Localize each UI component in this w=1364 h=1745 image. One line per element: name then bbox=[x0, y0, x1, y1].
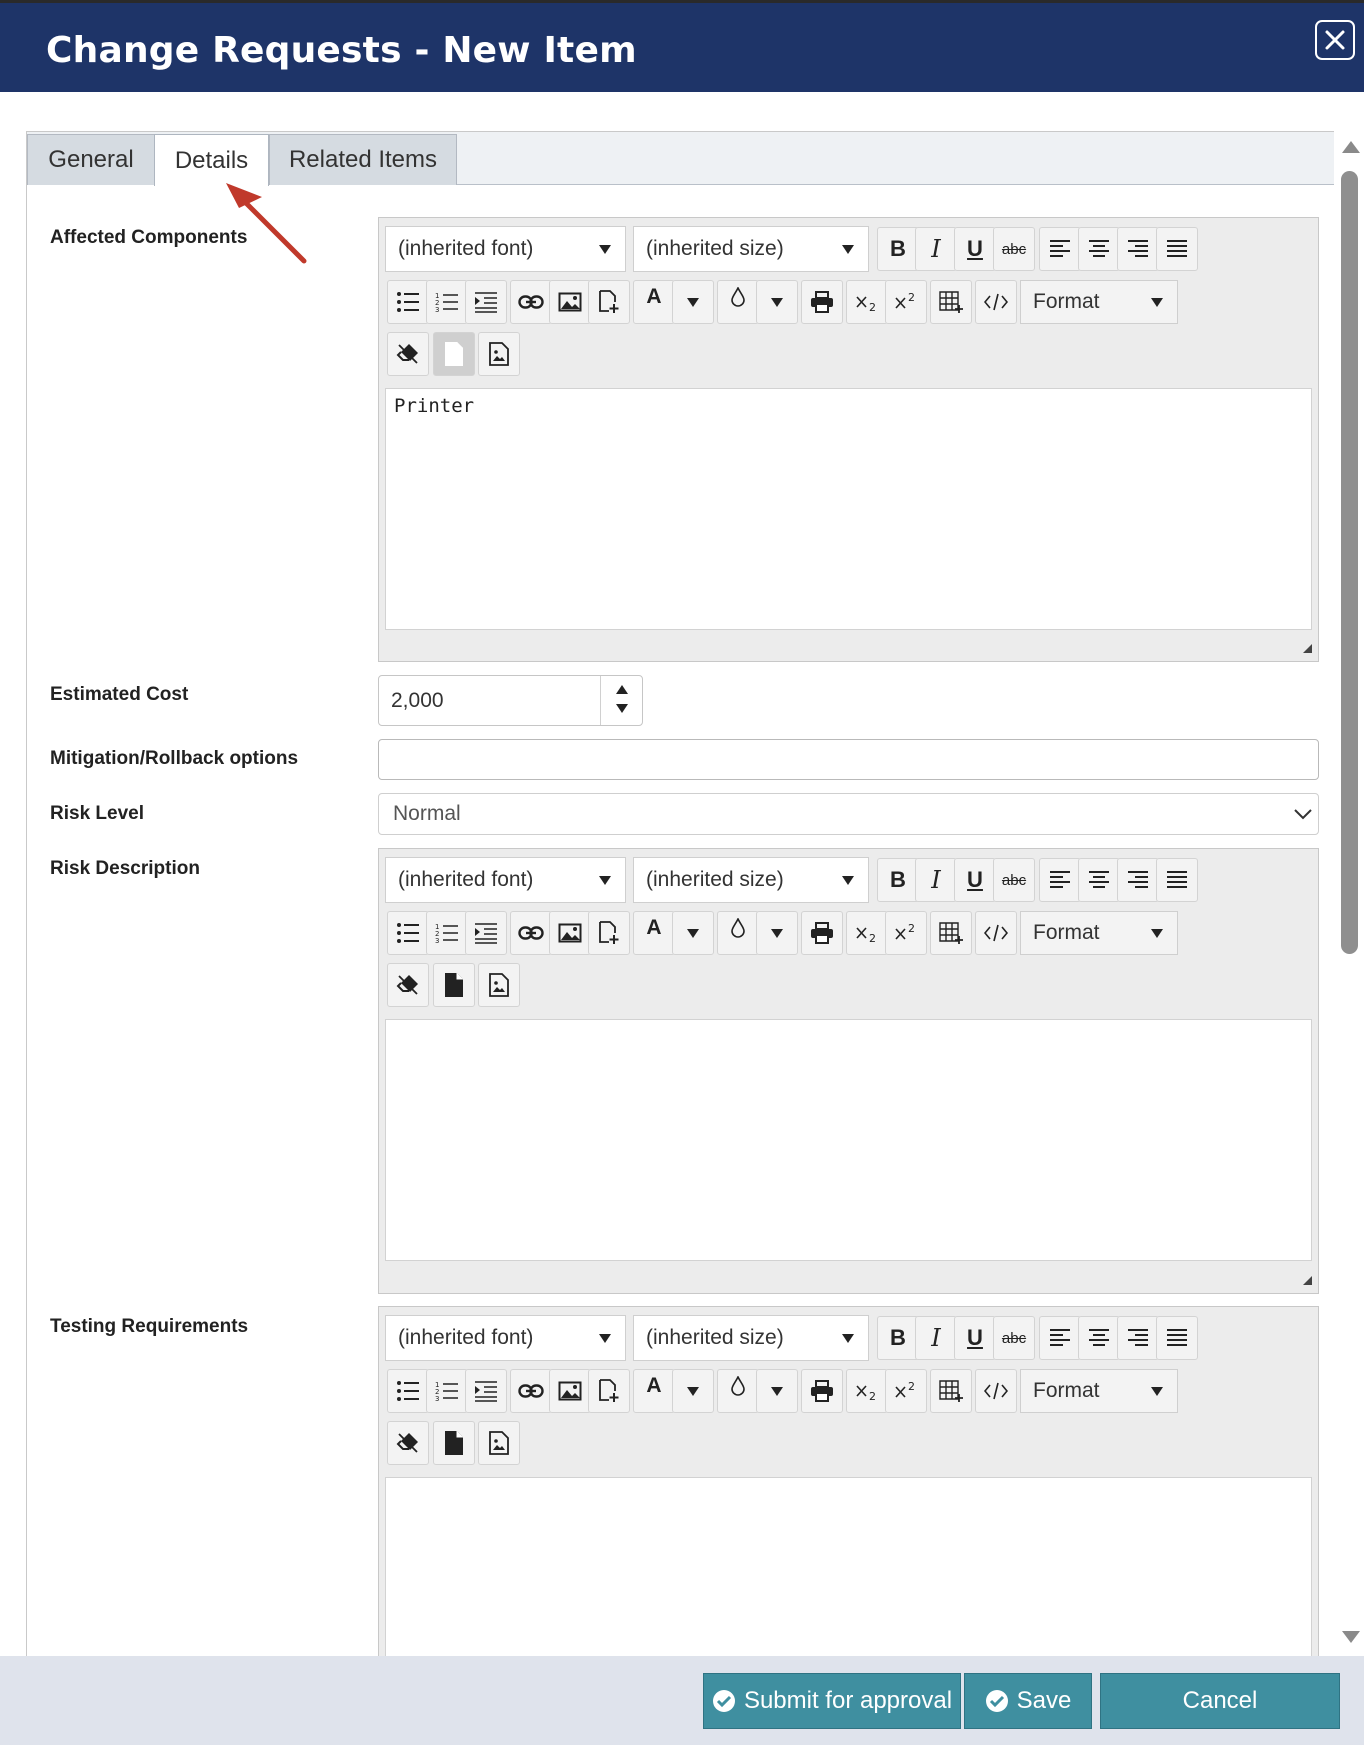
align-center-icon bbox=[1088, 1328, 1110, 1348]
numbered-list-icon bbox=[435, 1380, 459, 1402]
insert-link-button[interactable] bbox=[510, 280, 552, 324]
font-color-button[interactable]: A bbox=[633, 280, 675, 324]
svg-text:1: 1 bbox=[435, 292, 440, 300]
submit-label: Submit for approval bbox=[743, 1687, 953, 1714]
font-color-button[interactable]: A bbox=[633, 1369, 675, 1413]
bullet-list-icon bbox=[396, 291, 420, 313]
mitigation-label: Mitigation/Rollback options bbox=[50, 748, 299, 769]
document-icon bbox=[444, 341, 464, 367]
align-justify-button[interactable] bbox=[1156, 1316, 1198, 1360]
align-left-button[interactable] bbox=[1039, 1316, 1081, 1360]
eraser-icon bbox=[396, 1431, 420, 1455]
insert-file-button[interactable] bbox=[588, 1369, 630, 1413]
page-properties-button[interactable] bbox=[433, 332, 475, 376]
svg-text:3: 3 bbox=[435, 937, 440, 944]
numbered-list-button[interactable] bbox=[426, 280, 468, 324]
bullet-list-button[interactable] bbox=[387, 911, 429, 955]
superscript-icon bbox=[894, 292, 918, 312]
align-center-button[interactable] bbox=[1078, 858, 1120, 902]
code-icon bbox=[984, 293, 1008, 311]
insert-file-button[interactable] bbox=[588, 280, 630, 324]
tab-related-items[interactable]: Related Items bbox=[269, 134, 457, 185]
insert-table-button[interactable] bbox=[930, 911, 972, 955]
scroll-down-icon[interactable] bbox=[1342, 1631, 1360, 1643]
caret-down-icon bbox=[771, 1387, 783, 1396]
caret-down-icon bbox=[687, 929, 699, 938]
close-button[interactable] bbox=[1315, 20, 1355, 60]
caret-down-icon bbox=[687, 298, 699, 307]
align-center-button[interactable] bbox=[1078, 227, 1120, 271]
superscript-icon bbox=[894, 1381, 918, 1401]
underline-button[interactable]: U bbox=[954, 1316, 996, 1360]
print-icon bbox=[810, 922, 834, 944]
svg-text:2: 2 bbox=[435, 930, 440, 938]
html-source-button[interactable] bbox=[975, 1369, 1017, 1413]
align-left-icon bbox=[1049, 1328, 1071, 1348]
background-color-button[interactable] bbox=[717, 1369, 759, 1413]
insert-link-button[interactable] bbox=[510, 1369, 552, 1413]
background-color-button[interactable] bbox=[717, 280, 759, 324]
caret-down-icon bbox=[842, 876, 854, 885]
bullet-list-icon bbox=[396, 1380, 420, 1402]
align-right-button[interactable] bbox=[1117, 858, 1159, 902]
table-icon bbox=[939, 922, 963, 944]
subscript-button[interactable] bbox=[846, 280, 888, 324]
align-justify-icon bbox=[1166, 1328, 1188, 1348]
table-icon bbox=[939, 1380, 963, 1402]
bold-button[interactable]: B bbox=[877, 1316, 919, 1360]
cancel-button[interactable]: Cancel bbox=[1100, 1673, 1340, 1729]
align-justify-button[interactable] bbox=[1156, 227, 1198, 271]
caret-down-icon bbox=[1151, 929, 1163, 938]
submit-for-approval-button[interactable] bbox=[703, 1673, 961, 1729]
new-document-icon bbox=[597, 290, 621, 314]
format-value: Format bbox=[1033, 921, 1100, 944]
testing-requirements-label: Testing Requirements bbox=[50, 1316, 249, 1337]
indent-button[interactable] bbox=[465, 280, 507, 324]
clear-formatting-button[interactable] bbox=[387, 332, 429, 376]
indent-icon bbox=[474, 291, 498, 313]
svg-text:1: 1 bbox=[435, 923, 440, 931]
align-right-button[interactable] bbox=[1117, 1316, 1159, 1360]
align-left-icon bbox=[1049, 239, 1071, 259]
numbered-list-icon bbox=[435, 922, 459, 944]
image-manager-button[interactable] bbox=[478, 963, 520, 1007]
tab-details[interactable]: Details bbox=[154, 134, 269, 186]
svg-text:2: 2 bbox=[908, 292, 915, 304]
subscript-icon bbox=[855, 1381, 879, 1401]
dialog-content bbox=[26, 131, 1334, 1656]
align-right-icon bbox=[1127, 239, 1149, 259]
align-center-button[interactable] bbox=[1078, 1316, 1120, 1360]
testing-requirements-editor bbox=[378, 1306, 1319, 1656]
font-family-select[interactable] bbox=[385, 226, 626, 272]
numbered-list-button[interactable] bbox=[426, 911, 468, 955]
new-document-icon bbox=[597, 921, 621, 945]
cost-stepper[interactable] bbox=[600, 676, 644, 725]
image-icon bbox=[558, 292, 582, 312]
align-right-icon bbox=[1127, 1328, 1149, 1348]
clear-formatting-button[interactable] bbox=[387, 963, 429, 1007]
caret-down-icon bbox=[599, 1334, 611, 1343]
svg-text:2: 2 bbox=[435, 299, 440, 307]
svg-text:2: 2 bbox=[908, 923, 915, 935]
estimated-cost-label: Estimated Cost bbox=[50, 684, 189, 705]
new-document-icon bbox=[597, 1379, 621, 1403]
eraser-icon bbox=[396, 342, 420, 366]
font-size-select[interactable] bbox=[633, 1315, 869, 1361]
check-circle-icon bbox=[712, 1689, 736, 1713]
risk-level-select[interactable] bbox=[378, 793, 1319, 835]
droplet-icon bbox=[730, 918, 746, 938]
align-center-icon bbox=[1088, 870, 1110, 890]
font-size-value: (inherited size) bbox=[646, 1326, 784, 1349]
format-select[interactable] bbox=[1020, 911, 1178, 955]
svg-text:2: 2 bbox=[435, 1388, 440, 1396]
underline-button[interactable]: U bbox=[954, 227, 996, 271]
image-icon bbox=[558, 923, 582, 943]
image-file-icon bbox=[489, 973, 509, 997]
link-icon bbox=[518, 925, 544, 941]
strikethrough-button[interactable]: abc bbox=[993, 858, 1035, 902]
droplet-icon bbox=[730, 1376, 746, 1396]
risk-level-value: Normal bbox=[393, 802, 461, 825]
risk-level-label: Risk Level bbox=[50, 803, 144, 824]
italic-button[interactable]: I bbox=[915, 1316, 957, 1360]
image-manager-button[interactable] bbox=[478, 1421, 520, 1465]
page-properties-button[interactable] bbox=[433, 1421, 475, 1465]
font-family-value: (inherited font) bbox=[398, 868, 534, 891]
format-value: Format bbox=[1033, 1379, 1100, 1402]
chevron-down-icon bbox=[1294, 808, 1312, 820]
strikethrough-button[interactable]: abc bbox=[993, 1316, 1035, 1360]
align-justify-icon bbox=[1166, 870, 1188, 890]
align-right-icon bbox=[1127, 870, 1149, 890]
format-value: Format bbox=[1033, 290, 1100, 313]
align-left-button[interactable] bbox=[1039, 227, 1081, 271]
page-properties-button[interactable] bbox=[433, 963, 475, 1007]
numbered-list-button[interactable] bbox=[426, 1369, 468, 1413]
align-left-icon bbox=[1049, 870, 1071, 890]
format-select[interactable] bbox=[1020, 1369, 1178, 1413]
superscript-button[interactable] bbox=[885, 911, 927, 955]
strikethrough-button[interactable]: abc bbox=[993, 227, 1035, 271]
annotation-arrow bbox=[212, 157, 312, 267]
align-justify-icon bbox=[1166, 239, 1188, 259]
html-source-button[interactable] bbox=[975, 280, 1017, 324]
link-icon bbox=[518, 1383, 544, 1399]
html-source-button[interactable] bbox=[975, 911, 1017, 955]
caret-down-icon bbox=[842, 1334, 854, 1343]
bullet-list-button[interactable] bbox=[387, 280, 429, 324]
font-size-value: (inherited size) bbox=[646, 237, 784, 260]
insert-image-button[interactable] bbox=[549, 1369, 591, 1413]
bold-button[interactable]: B bbox=[877, 858, 919, 902]
scroll-up-icon[interactable] bbox=[1342, 141, 1360, 153]
font-color-dropdown[interactable] bbox=[672, 1369, 714, 1413]
affected-components-content[interactable]: Printer bbox=[385, 388, 1312, 630]
bullet-list-icon bbox=[396, 922, 420, 944]
svg-text:2: 2 bbox=[869, 932, 876, 943]
indent-icon bbox=[474, 1380, 498, 1402]
superscript-button[interactable] bbox=[885, 1369, 927, 1413]
numbered-list-icon bbox=[435, 291, 459, 313]
font-family-value: (inherited font) bbox=[398, 237, 534, 260]
superscript-icon bbox=[894, 923, 918, 943]
table-icon bbox=[939, 291, 963, 313]
font-size-value: (inherited size) bbox=[646, 868, 784, 891]
eraser-icon bbox=[396, 973, 420, 997]
image-file-icon bbox=[489, 1431, 509, 1455]
format-select[interactable] bbox=[1020, 280, 1178, 324]
font-color-dropdown[interactable] bbox=[672, 911, 714, 955]
document-icon bbox=[444, 1430, 464, 1456]
tab-general[interactable]: General bbox=[27, 134, 155, 185]
image-file-icon bbox=[489, 342, 509, 366]
align-right-button[interactable] bbox=[1117, 227, 1159, 271]
risk-description-content[interactable] bbox=[385, 1019, 1312, 1261]
italic-button[interactable]: I bbox=[915, 858, 957, 902]
font-color-button[interactable]: A bbox=[633, 911, 675, 955]
svg-text:2: 2 bbox=[869, 301, 876, 312]
check-circle-icon bbox=[985, 1689, 1009, 1713]
insert-image-button[interactable] bbox=[549, 911, 591, 955]
resize-handle-icon[interactable] bbox=[1303, 1276, 1312, 1285]
indent-icon bbox=[474, 922, 498, 944]
testing-requirements-content[interactable] bbox=[385, 1477, 1312, 1656]
background-color-dropdown[interactable] bbox=[756, 1369, 798, 1413]
align-center-icon bbox=[1088, 239, 1110, 259]
image-manager-button[interactable] bbox=[478, 332, 520, 376]
font-family-select[interactable] bbox=[385, 1315, 626, 1361]
print-icon bbox=[810, 291, 834, 313]
dialog-title-bar bbox=[0, 3, 1364, 92]
risk-description-editor bbox=[378, 848, 1319, 1294]
font-family-value: (inherited font) bbox=[398, 1326, 534, 1349]
indent-button[interactable] bbox=[465, 1369, 507, 1413]
save-button[interactable] bbox=[964, 1673, 1092, 1729]
bullet-list-button[interactable] bbox=[387, 1369, 429, 1413]
align-justify-button[interactable] bbox=[1156, 858, 1198, 902]
code-icon bbox=[984, 924, 1008, 942]
font-size-select[interactable] bbox=[633, 857, 869, 903]
caret-down-icon bbox=[842, 245, 854, 254]
subscript-icon bbox=[855, 292, 879, 312]
document-icon bbox=[444, 972, 464, 998]
dialog-title: Change Requests - New Item bbox=[46, 30, 637, 71]
svg-text:2: 2 bbox=[908, 1381, 915, 1393]
background-color-dropdown[interactable] bbox=[756, 911, 798, 955]
close-icon bbox=[1324, 29, 1346, 51]
font-size-select[interactable] bbox=[633, 226, 869, 272]
print-button[interactable] bbox=[801, 911, 843, 955]
resize-handle-icon[interactable] bbox=[1303, 644, 1312, 653]
superscript-button[interactable] bbox=[885, 280, 927, 324]
code-icon bbox=[984, 1382, 1008, 1400]
caret-down-icon bbox=[771, 929, 783, 938]
scroll-thumb[interactable] bbox=[1341, 171, 1358, 954]
risk-description-label: Risk Description bbox=[50, 858, 200, 879]
italic-button[interactable]: I bbox=[915, 227, 957, 271]
dialog-footer bbox=[0, 1656, 1364, 1745]
print-button[interactable] bbox=[801, 280, 843, 324]
subscript-button[interactable] bbox=[846, 1369, 888, 1413]
bold-button[interactable]: B bbox=[877, 227, 919, 271]
background-color-button[interactable] bbox=[717, 911, 759, 955]
insert-table-button[interactable] bbox=[930, 1369, 972, 1413]
link-icon bbox=[518, 294, 544, 310]
print-button[interactable] bbox=[801, 1369, 843, 1413]
save-label: Save bbox=[1016, 1687, 1072, 1714]
subscript-icon bbox=[855, 923, 879, 943]
insert-image-button[interactable] bbox=[549, 280, 591, 324]
estimated-cost-value: 2,000 bbox=[391, 689, 444, 712]
insert-link-button[interactable] bbox=[510, 911, 552, 955]
estimated-cost-input[interactable] bbox=[378, 675, 643, 726]
font-family-select[interactable] bbox=[385, 857, 626, 903]
caret-down-icon bbox=[1151, 298, 1163, 307]
background-color-dropdown[interactable] bbox=[756, 280, 798, 324]
arrow-down-icon[interactable] bbox=[616, 704, 628, 713]
vertical-scrollbar[interactable] bbox=[1336, 131, 1364, 1656]
mitigation-input[interactable] bbox=[378, 739, 1319, 780]
svg-text:3: 3 bbox=[435, 306, 440, 313]
caret-down-icon bbox=[599, 245, 611, 254]
insert-table-button[interactable] bbox=[930, 280, 972, 324]
indent-button[interactable] bbox=[465, 911, 507, 955]
svg-text:3: 3 bbox=[435, 1395, 440, 1402]
image-icon bbox=[558, 1381, 582, 1401]
svg-text:1: 1 bbox=[435, 1381, 440, 1389]
underline-button[interactable]: U bbox=[954, 858, 996, 902]
svg-text:2: 2 bbox=[869, 1390, 876, 1401]
align-left-button[interactable] bbox=[1039, 858, 1081, 902]
droplet-icon bbox=[730, 287, 746, 307]
print-icon bbox=[810, 1380, 834, 1402]
arrow-up-icon[interactable] bbox=[616, 685, 628, 694]
affected-components-label: Affected Components bbox=[50, 227, 248, 248]
insert-file-button[interactable] bbox=[588, 911, 630, 955]
caret-down-icon bbox=[599, 876, 611, 885]
font-color-dropdown[interactable] bbox=[672, 280, 714, 324]
caret-down-icon bbox=[771, 298, 783, 307]
subscript-button[interactable] bbox=[846, 911, 888, 955]
clear-formatting-button[interactable] bbox=[387, 1421, 429, 1465]
caret-down-icon bbox=[687, 1387, 699, 1396]
caret-down-icon bbox=[1151, 1387, 1163, 1396]
affected-components-editor bbox=[378, 217, 1319, 662]
